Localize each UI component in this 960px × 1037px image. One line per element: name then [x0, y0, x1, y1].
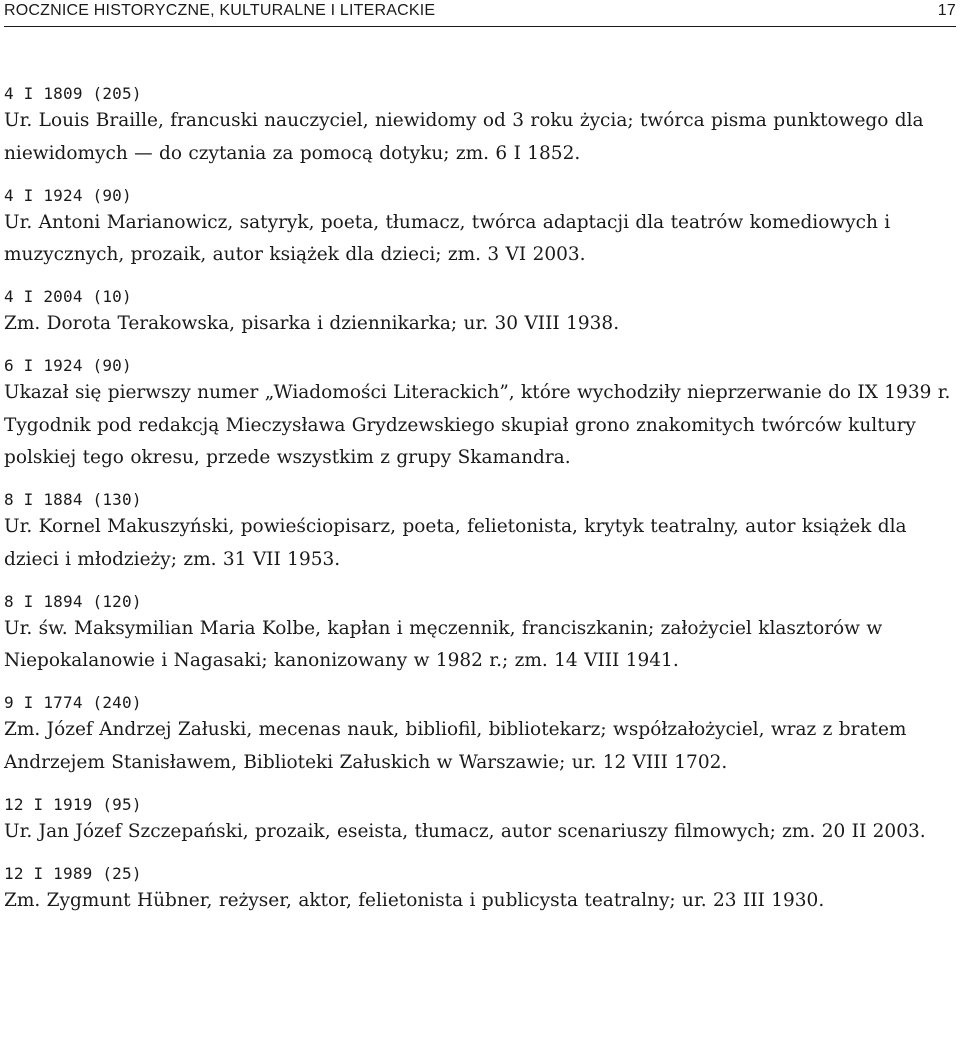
anniversary-entry — [4, 692, 956, 779]
entry-date: 8 I 1884 (130) — [4, 490, 142, 509]
anniversary-entry — [4, 185, 956, 272]
entry-text: Ur. św. Maksymilian Maria Kolbe, kapłan i męczennik, franciszkanin; założyciel klasztorów w Niepokalanowie i Nagasaki; kanonizowany w 1982 r.; zm. 14 VIII 1941. — [4, 617, 883, 671]
entry-date: 12 I 1919 (95) — [4, 794, 142, 814]
running-header — [4, 0, 956, 27]
entry-text: Ukazał się pierwszy numer „Wiadomości Literackich”, które wychodziły nieprzerwanie do IX 1939 r. Tygodnik pod redakcją Mieczysława Grydzewskiego skupiał grono znakomitych twórców kultury polskiej tego okresu, przede wszystkim z grupy Skamandra. — [4, 382, 951, 468]
entry-date: 12 I 1989 (25) — [4, 863, 142, 883]
page-number: 17 — [937, 2, 956, 19]
entry-text: Ur. Louis Braille, francuski nauczyciel, niewidomy od 3 roku życia; twórca pisma punktowego dla niewidomych — do czytania za pomocą dotyku; zm. 6 I 1852. — [4, 110, 924, 164]
entry-text: Ur. Antoni Marianowicz, satyryk, poeta, tłumacz, twórca adaptacji dla teatrów komediowych i muzycznych, prozaik, autor książek dla dzieci; zm. 3 VI 2003. — [4, 211, 891, 265]
anniversary-entry — [4, 591, 956, 678]
anniversary-entry — [4, 286, 956, 341]
header-title: ROCZNICE HISTORYCZNE, KULTURALNE I LITERACKIE — [4, 2, 436, 19]
entry-date: 4 I 2004 (10) — [4, 287, 132, 306]
anniversary-entry — [4, 489, 956, 576]
entry-text: Ur. Kornel Makuszyński, powieściopisarz, poeta, felietonista, krytyk teatralny, autor książek dla dzieci i młodzieży; zm. 31 VII 1953. — [4, 516, 907, 570]
entry-text: Zm. Dorota Terakowska, pisarka i dziennikarka; ur. 30 VIII 1938. — [4, 313, 620, 334]
entry-text: Zm. Józef Andrzej Załuski, mecenas nauk, bibliofil, bibliotekarz; współzałożyciel, wraz z bratem Andrzejem Stanisławem, Biblioteki Załuskich w Warszawie; ur. 12 VIII 1702. — [4, 719, 907, 773]
entry-date: 8 I 1894 (120) — [4, 591, 142, 611]
anniversary-list — [4, 83, 956, 932]
entry-date: 6 I 1924 (90) — [4, 356, 132, 375]
entry-date: 9 I 1774 (240) — [4, 693, 142, 712]
anniversary-entry — [4, 794, 956, 849]
anniversary-entry — [4, 863, 956, 918]
anniversary-entry — [4, 83, 956, 170]
entry-date: 4 I 1924 (90) — [4, 185, 132, 205]
entry-date: 4 I 1809 (205) — [4, 84, 142, 103]
entry-text: Ur. Jan Józef Szczepański, prozaik, eseista, tłumacz, autor scenariuszy filmowych; zm. 20 II 2003. — [4, 820, 926, 842]
entry-text: Zm. Zygmunt Hübner, reżyser, aktor, felietonista i publicysta teatralny; ur. 23 III 1930. — [4, 889, 825, 911]
anniversary-entry — [4, 355, 956, 475]
